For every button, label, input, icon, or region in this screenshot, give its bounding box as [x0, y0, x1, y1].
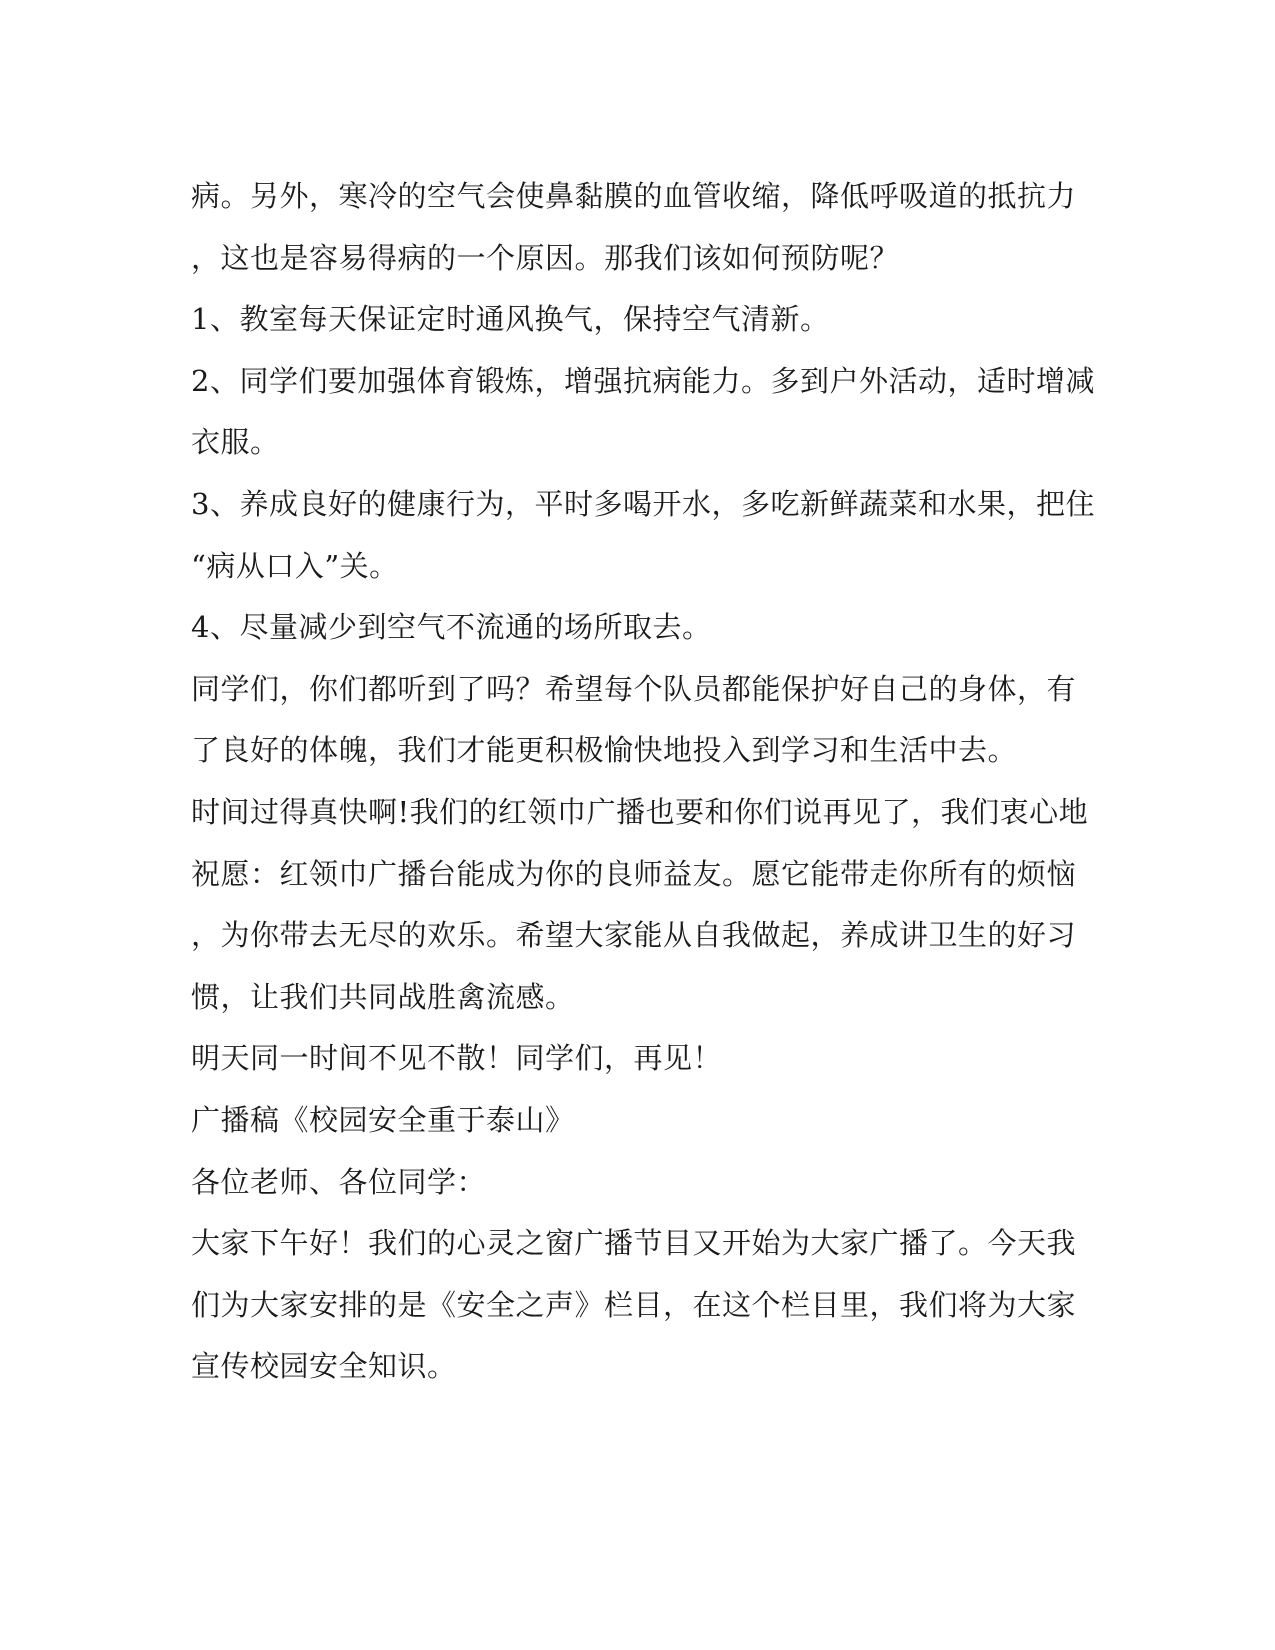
list-item: 1、教室每天保证定时通风换气，保持空气清新。: [191, 302, 830, 337]
text-line: 同学们，你们都听到了吗？希望每个队员都能保护好自己的身体，有: [191, 671, 1077, 706]
salutation: 各位老师、各位同学：: [191, 1164, 487, 1199]
text-line: 了良好的体魄，我们才能更积极愉快地投入到学习和生活中去。: [191, 733, 1018, 768]
text-line: 病。另外，寒冷的空气会使鼻黏膜的血管收缩，降低呼吸道的抵抗力: [191, 179, 1077, 213]
section-title: 广播稿《校园安全重于泰山》: [191, 1102, 575, 1137]
text-line: 宣传校园安全知识。: [191, 1349, 457, 1384]
text-line: 祝愿：红领巾广播台能成为你的良师益友。愿它能带走你所有的烦恼: [191, 856, 1077, 891]
text-line: 时间过得真快啊!我们的红领巾广播也要和你们说再见了，我们衷心地: [191, 794, 1089, 829]
list-item: 2、同学们要加强体育锻炼，增强抗病能力。多到户外活动，适时增减: [191, 363, 1095, 398]
text-line: ，这也是容易得病的一个原因。那我们该如何预防呢？: [191, 240, 900, 275]
text-line: 大家下午好！我们的心灵之窗广播节目又开始为大家广播了。今天我: [191, 1226, 1077, 1261]
text-line: 们为大家安排的是《安全之声》栏目，在这个栏目里，我们将为大家: [191, 1287, 1077, 1322]
list-item: 4、尽量减少到空气不流通的场所取去。: [191, 610, 712, 645]
list-item: 3、养成良好的健康行为，平时多喝开水，多吃新鲜蔬菜和水果，把住: [191, 486, 1095, 521]
text-line: 明天同一时间不见不散！同学们，再见！: [191, 1041, 723, 1076]
document-body: [191, 166, 1095, 1398]
text-line: 衣服。: [191, 425, 280, 460]
text-line: “病从口入”关。: [191, 548, 399, 583]
text-line: 惯，让我们共同战胜禽流感。: [191, 979, 575, 1014]
text-line: ，为你带去无尽的欢乐。希望大家能从自我做起，养成讲卫生的好习: [191, 918, 1077, 953]
